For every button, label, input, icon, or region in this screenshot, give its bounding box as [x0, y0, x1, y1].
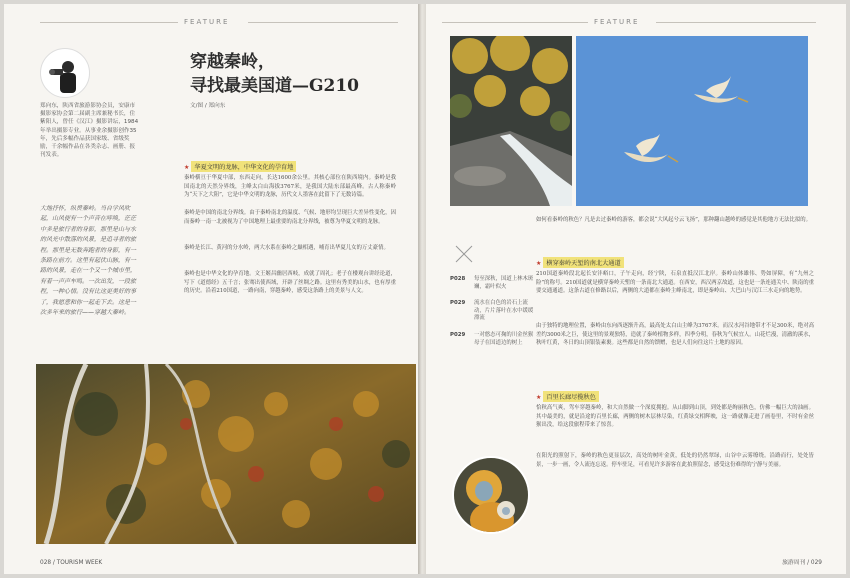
- section1-body2: 秦岭是中国的南北分界线。由于秦岭南北的温度、气候、地形均呈现巨大差异性变化，因而秦岭一南一北被视为了中国地理上最重要的南北分界线，被尊为华夏文明的龙脉。: [184, 210, 396, 225]
- left-header-rule-l: [40, 22, 178, 23]
- right-page: [426, 4, 846, 574]
- section1-body3: 秦岭是长江、黄河的分水岭，两大水系在秦岭之巅相遇，哺育出华夏儿女的万丈豪情。: [184, 245, 389, 251]
- right-header-rule-r: [656, 22, 816, 23]
- section3-body2: 在阳光的照射下，秦岭的秋色更显层次，高处的树叶金黄，低处的仍然翠绿，山谷中云雾缭绕。沿路而行，处处皆景，一步一画，令人流连忘返。停车驻足，可看见许多游客在此拍照留念，感受这份难得的宁静与美丽。: [536, 453, 814, 468]
- section2-body2: 由于独特的地理位置，秦岭由东向西逐渐升高，最高处太白山主峰为3767米。而汉水河谷地带才不足300米，绝对高差约3000米之巨，使这里的景观独特，造就了秦岭植物多样，四季分明，春秋为气候宜人。山花烂漫，清澈的溪水，秋叶红黄，冬日的山顶银装素裹。这些都是自然的馈赠，也是人们向往这片土地的原因。: [536, 323, 814, 347]
- title-line1: 穿越秦岭，: [190, 52, 275, 72]
- egret-icon: [624, 134, 678, 162]
- star-icon: ★: [184, 164, 190, 171]
- egret-icon: [694, 76, 748, 103]
- right-intro: 如何看秦岭的秋色？凡是去过秦岭的游客，都会说“大风起兮云飞扬”，那种翻山越岭的感觉是其他地方无法比拟的。: [536, 217, 812, 223]
- section1-body4: 秦岭也是中华文化的孕育地。文王姬昌幽居西岐，成就了周礼；老子在楼观台讲经论道，写下《道德经》五千言；张骞出使西域，开辟了丝绸之路。这里有秀美的山水，也有厚重的历史。沿着210国道，一路向南，穿越秦岭，感受这条路上的美景与人文。: [184, 271, 396, 295]
- pull-quote: 大地抒怀，纵贯秦岭。当自学风吹起，山风便有一个声音在呼唤，茫茫中多是旅行者的身影，那里是山与水的风光中散落的风景，是追寻者的旅程。那里是无数奔跑者的身影，有一条路在前方。这里有起伏山脉，有一路的风景，走在一个又一个城市里，有着一声声车鸣。一次出发，一段旅程，一种心情。没有比这更美好的事了，我愿意和你一起走下去。这是一次多年来的旅行——穿越大秦岭。: [40, 205, 137, 317]
- stream-photo: [450, 36, 572, 206]
- star-icon: ★: [536, 260, 542, 267]
- golden-monkey-photo: [452, 456, 530, 534]
- author-bio: 郑向东，陕西省旅游影协会员，安康市摄影家协会第二届副主席兼秘书长，住紫阳人，曾任《汉江》摄影讲坛，1984年举出摄影专业。从事业余摄影创作35年，先后多幅作品获国家级、省级奖励，千余幅作品在各类杂志、画册、报刊发表。: [40, 103, 139, 159]
- autumn-road-photo: [36, 364, 416, 544]
- section2-heading: ★ 横穿秦岭天堑的南北大通道: [536, 250, 624, 269]
- section1-body1: 秦岭横亘于华夏中部，东西走向，长达1600余公里。其核心部位在陕西境内。秦岭是我国南北的天然分界线，主峰太白山海拔3767米，是我国大陆东部最高峰。古人称秦岭为“天下之大阻”，它是中华文明的龙脉，历代文人墨客在此留下了无数诗篇。: [184, 175, 396, 199]
- left-feature-header: FEATURE: [184, 18, 230, 26]
- left-footer: 028 / TOURISM WEEK: [40, 560, 103, 566]
- left-header-rule-r: [248, 22, 398, 23]
- section3-heading: ★ 百里长廊尽揽秋色: [536, 384, 599, 403]
- caption-3: P029 一对憨态可掬的川金丝猴母子在国道边的树上: [450, 332, 534, 346]
- section3-body1: 恰秋高气爽，驾车穿越秦岭，和大自然做一个深度拥抱。从山脚到山顶，到处都是绚丽秋色，仿佛一幅巨大的油画。其中最美的，就是沿途的百里长廊，两侧的树木层林尽染，红黄绿交相辉映，这一路就像走进了画卷里，不时有金丝猴出没，给这段旅程带来了惊喜。: [536, 405, 814, 429]
- section2-body1: 210国道秦岭段北起长安沣峪口，子午走向，经宁陕，石泉直抵汉江北岸。秦岭山体雄伟、势如屏障，有“九州之险”的称号。210国道就是横穿秦岭天堑的一条南北大通道。在西安，西汉两京故道，这也是一条连通关中、陕南的重要交通通道。这条古道在修路以后，两侧的大道都在秦岭主峰南北，即是秦岭山、大巴山与汉江三水走向的地势。: [536, 271, 814, 295]
- title-line2: 寻找最美国道—G210: [190, 76, 360, 96]
- egrets-photo: [576, 36, 808, 206]
- right-header-rule-l: [442, 22, 588, 23]
- author-portrait: [40, 48, 90, 98]
- section1-heading: ★ 华夏文明的龙脉，中华文化的孕育地: [184, 154, 296, 173]
- right-footer: 旅游周刊 / 029: [782, 560, 822, 566]
- byline: 文/图 / 郑向东: [190, 103, 226, 109]
- left-page: [4, 4, 420, 574]
- star-icon: ★: [536, 394, 542, 401]
- cross-mark-icon: [454, 244, 474, 264]
- caption-1: P028 每至深秋，国道上林木斑斓，霜叶似火: [450, 276, 534, 290]
- caption-2: P029 流水在白色的岩石上流动，片片落叶在水中缓缓漂流: [450, 300, 534, 321]
- right-feature-header: FEATURE: [594, 18, 640, 26]
